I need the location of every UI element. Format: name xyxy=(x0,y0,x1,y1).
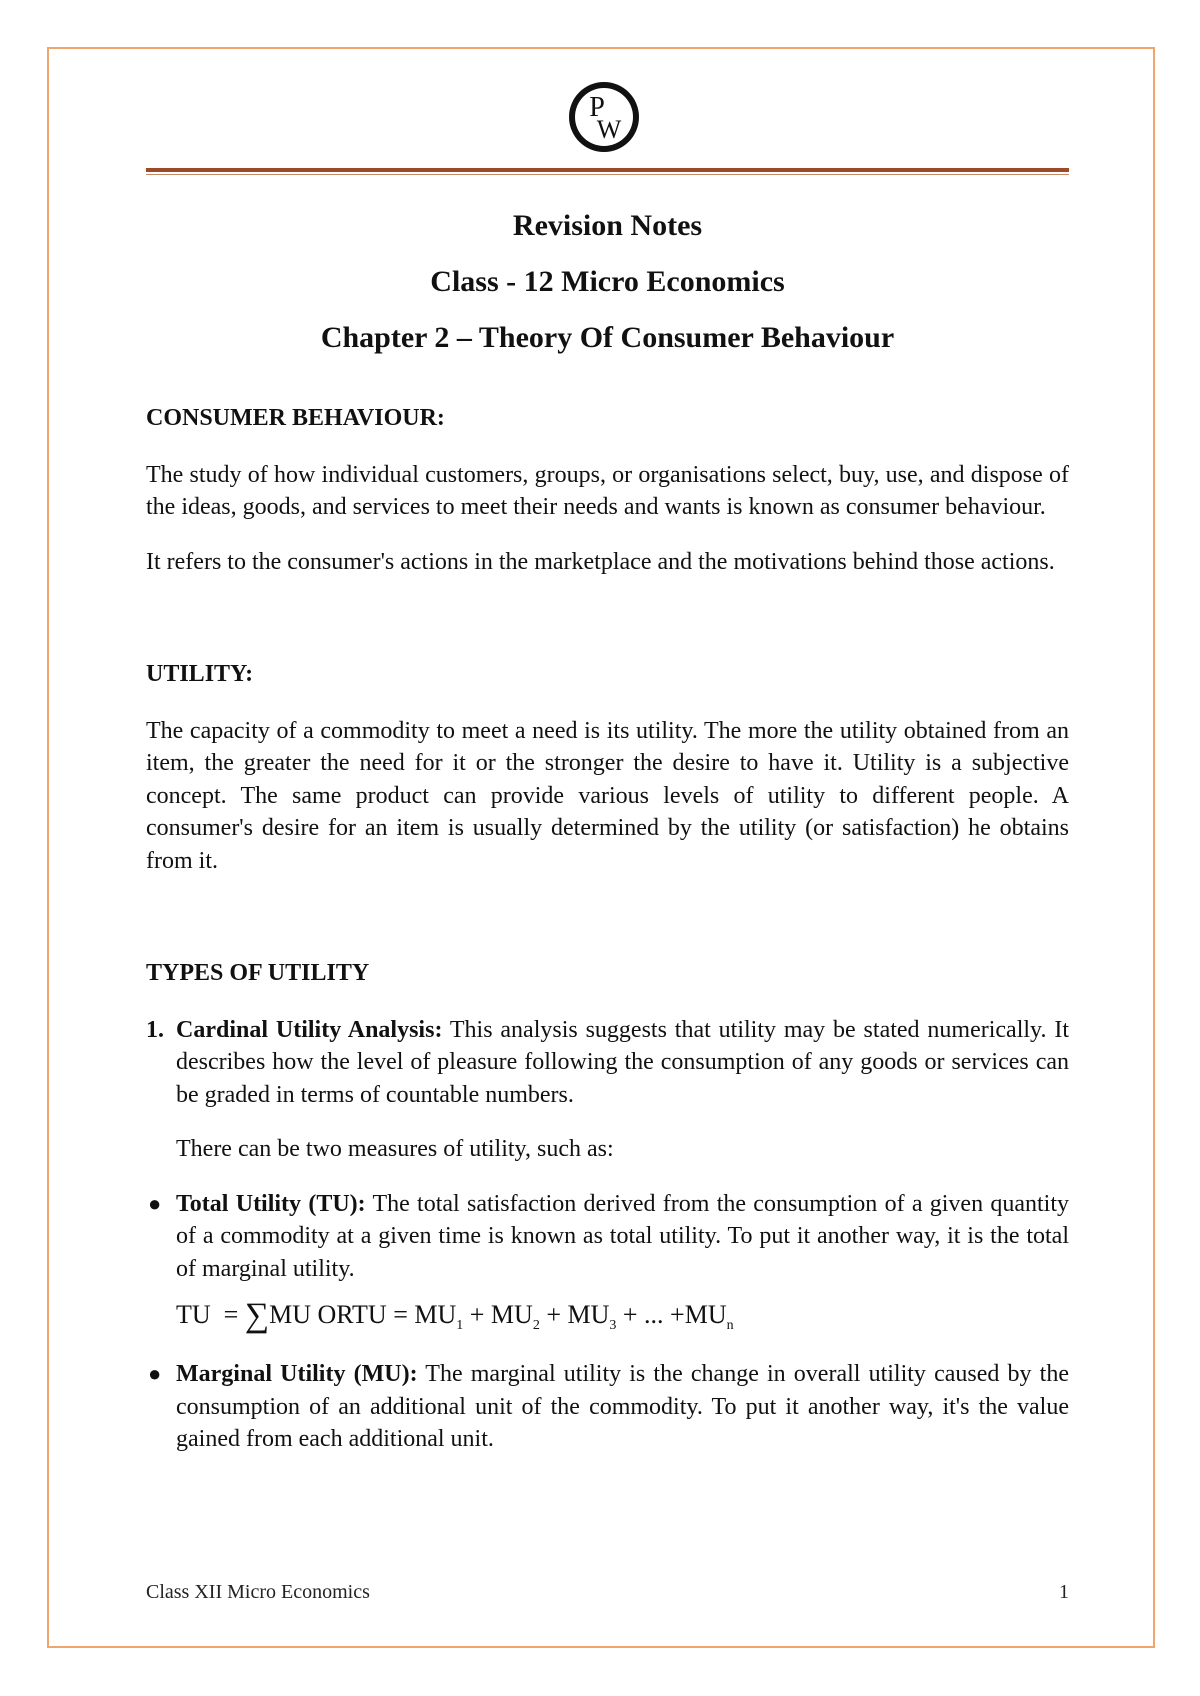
sigma-icon: ∑ xyxy=(244,1297,270,1334)
formula-sub-3: 3 xyxy=(609,1318,617,1334)
cardinal-utility-text: This analysis suggests that utility may be stated numerically. It describes how the level of pleasure following the consumption of any goods or services can be graded in terms of countable numbers. xyxy=(176,1016,1069,1108)
types-of-utility-heading: TYPES OF UTILITY xyxy=(146,960,370,986)
total-utility-formula xyxy=(146,1295,1069,1346)
list-number: 1. xyxy=(146,1016,164,1043)
utility-para: The capacity of a commodity to meet a need is its utility. The more the utility obtained from an item, the greater the need for it or the stronger the desire to have it. Utility is a subjective concept. The same product can provide various levels of utility to different people. A consumer's desire for an item is usually determined by the utility (or satisfaction) he obtains from it. xyxy=(146,717,1069,874)
total-utility-text: The total satisfaction derived from the consumption of a given quantity of a commodity at a given time is known as total utility. To put it another way, it is the total of marginal utility. xyxy=(176,1190,1069,1282)
header-rule xyxy=(146,168,1069,172)
logo-letter-w: W xyxy=(596,115,622,144)
bullet-icon: ● xyxy=(148,1361,162,1387)
formula-equals: = xyxy=(223,1300,239,1329)
document-title: Revision Notes xyxy=(512,209,703,242)
consumer-behaviour-para-2: It refers to the consumer's actions in the marketplace and the motivations behind those actions. xyxy=(146,548,1055,575)
marginal-utility-item xyxy=(146,1358,1069,1456)
cardinal-utility-label: Cardinal Utility Analysis: xyxy=(176,1016,443,1043)
formula-sub-n: n xyxy=(726,1318,734,1334)
marginal-utility-text: The marginal utility is the change in overall utility caused by the consumption of an additional unit of the commodity. To put it another way, it's the value gained from each additional unit. xyxy=(176,1361,1069,1453)
formula-sub-1: 1 xyxy=(456,1318,464,1334)
formula-lhs: TU xyxy=(176,1300,211,1329)
pw-logo xyxy=(568,81,640,153)
page-number: 1 xyxy=(1059,1581,1069,1603)
formula-mid: MU ORTU = MU xyxy=(269,1300,457,1329)
class-title: Class - 12 Micro Economics xyxy=(430,265,785,298)
utility-heading: UTILITY: xyxy=(146,661,254,687)
measures-intro: There can be two measures of utility, such as: xyxy=(176,1136,614,1162)
logo-letter-p: P xyxy=(589,92,605,123)
footer-course-label: Class XII Micro Economics xyxy=(146,1581,370,1603)
formula-term-2: + MU xyxy=(463,1300,533,1329)
cardinal-utility-item xyxy=(146,1014,1069,1112)
page-footer xyxy=(146,1581,1069,1604)
formula-term-n: + ... +MU xyxy=(616,1300,727,1329)
main-content xyxy=(146,402,1069,1456)
total-utility-item xyxy=(146,1188,1069,1286)
consumer-behaviour-para-1: The study of how individual customers, groups, or organisations select, buy, use, and dispose of the ideas, goods, and services to meet their needs and wants is known as consumer behaviour. xyxy=(146,461,1069,520)
formula-term-3: + MU xyxy=(539,1300,610,1329)
formula-sub-2: 2 xyxy=(532,1318,540,1334)
total-utility-label: Total Utility (TU): xyxy=(176,1190,366,1217)
consumer-behaviour-heading: CONSUMER BEHAVIOUR: xyxy=(146,405,445,431)
chapter-title: Chapter 2 – Theory Of Consumer Behaviour xyxy=(320,321,895,354)
bullet-icon: ● xyxy=(148,1190,162,1216)
marginal-utility-label: Marginal Utility (MU): xyxy=(176,1361,418,1388)
title-block xyxy=(146,198,1069,366)
header-rule-thin xyxy=(146,174,1069,175)
